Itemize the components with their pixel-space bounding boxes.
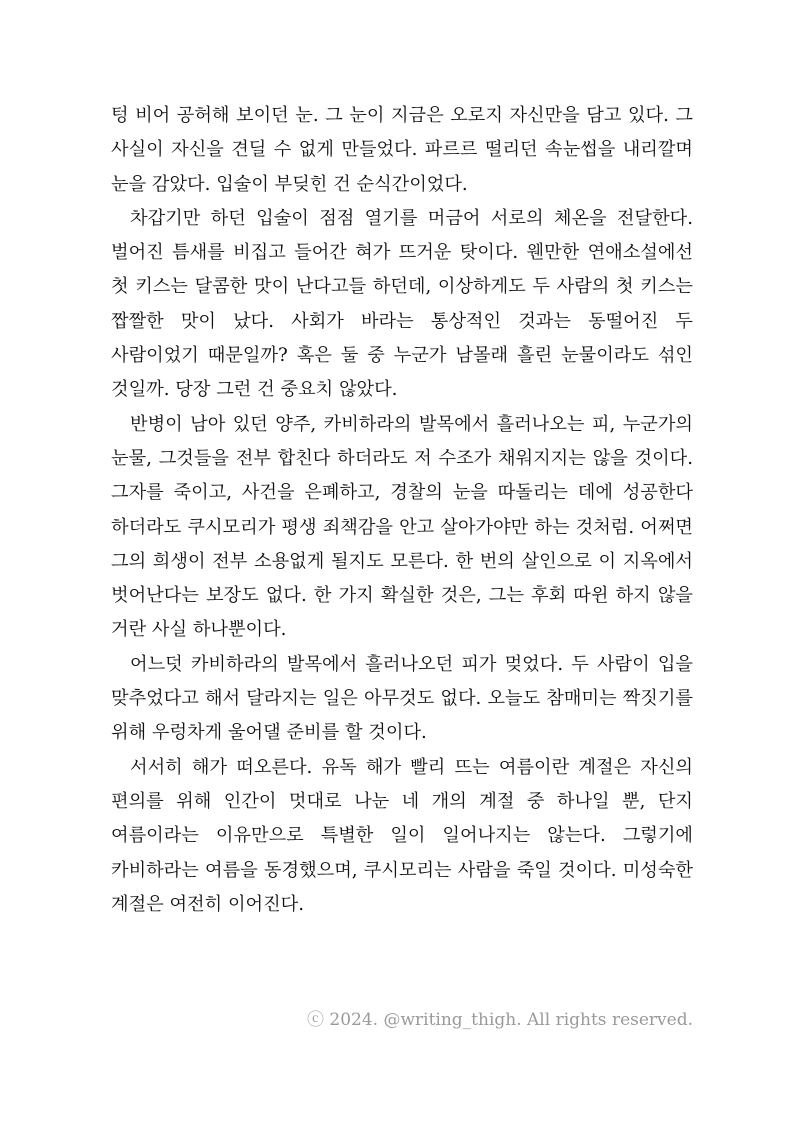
- body-text: [111, 99, 693, 922]
- paragraph-2: 차갑기만 하던 입술이 점점 열기를 머금어 서로의 체온을 전달한다. 벌어진 틈새를 비집고 들어간 혀가 뜨거운 탓이다. 웬만한 연애소설에선 첫 키스는 달콤한 맛이 난다고들 하던데, 이상하게도 두 사람의 첫 키스는 짭짤한 맛이 났다. 사회가 바라는 통상적인 것과는 동떨어진 두 사람이었기 때문일까? 혹은 둘 중 누군가 남몰래 흘린 눈물이라도 섞인 것일까. 당장 그런 건 중요치 않았다.: [111, 207, 693, 401]
- paragraph-5: 서서히 해가 떠오른다. 유독 해가 빨리 뜨는 여름이란 계절은 자신의 편의를 위해 인간이 멋대로 나눈 네 개의 계절 중 하나일 뿐, 단지 여름이라는 이유만으로 특별한 일이 일어나지는 않는다. 그렇기에 카비하라는 여름을 동경했으며, 쿠시모리는 사람을 죽일 것이다. 미성숙한 계절은 여전히 이어진다.: [111, 756, 693, 915]
- paragraph-3: 반병이 남아 있던 양주, 카비하라의 발목에서 흘러나오는 피, 누군가의 눈물, 그것들을 전부 합친다 하더라도 저 수조가 채워지지는 않을 것이다. 그자를 죽이고, 사건을 은폐하고, 경찰의 눈을 따돌리는 데에 성공한다 하더라도 쿠시모리가 평생 죄책감을 안고 살아가야만 하는 것처럼. 어쩌면 그의 희생이 전부 소용없게 될지도 모른다. 한 번의 살인으로 이 지옥에서 벗어난다는 보장도 없다. 한 가지 확실한 것은, 그는 후회 따윈 하지 않을 거란 사실 하나뿐이다.: [111, 413, 693, 641]
- copyright-footer: ⓒ 2024. @writing_thigh. All rights reserved.: [306, 1010, 693, 1030]
- paragraph-4: 어느덧 카비하라의 발목에서 흘러나오던 피가 멎었다. 두 사람이 입을 맞추었다고 해서 달라지는 일은 아무것도 없다. 오늘도 참매미는 짝짓기를 위해 우렁차게 울어댈 준비를 할 것이다.: [111, 653, 693, 744]
- paragraph-1: 텅 비어 공허해 보이던 눈. 그 눈이 지금은 오로지 자신만을 담고 있다. 그 사실이 자신을 견딜 수 없게 만들었다. 파르르 떨리던 속눈썹을 내리깔며 눈을 감았다. 입술이 부딪힌 건 순식간이었다.: [111, 105, 693, 195]
